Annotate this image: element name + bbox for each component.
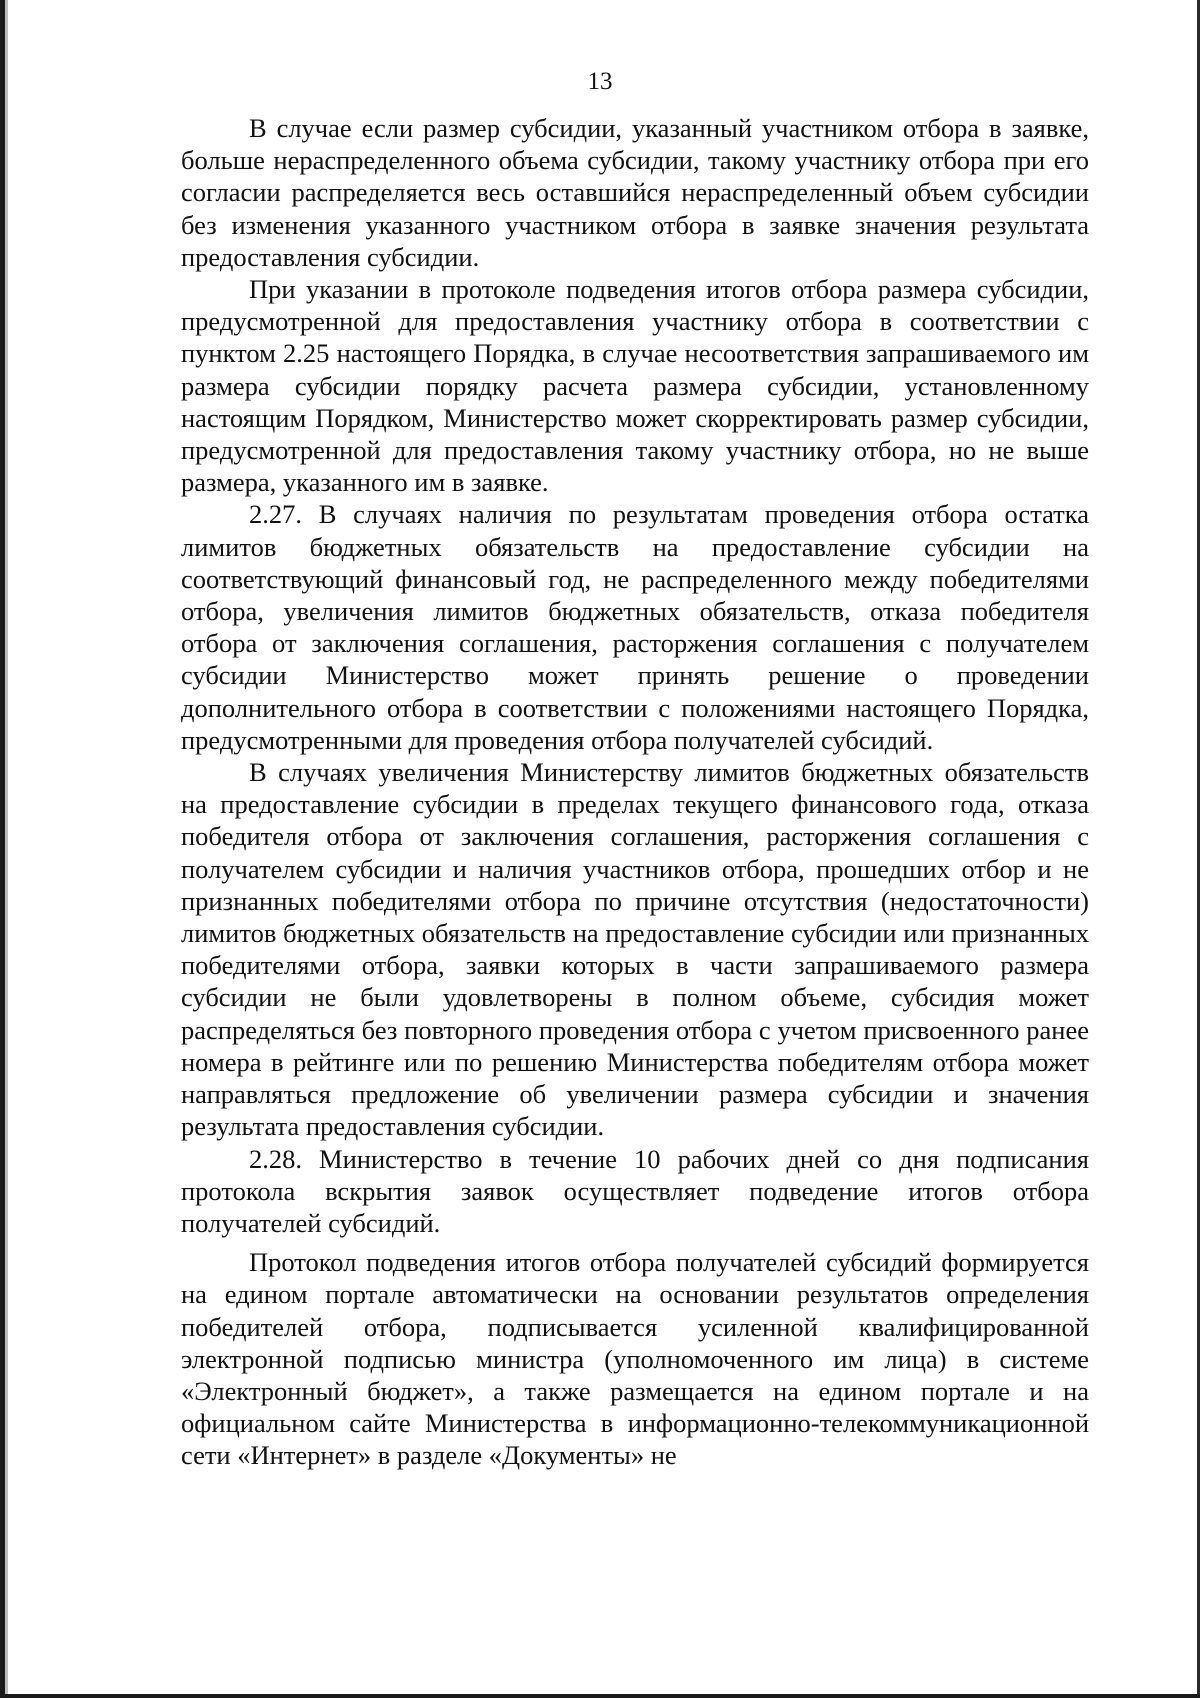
paragraph-2-28-summary: 2.28. Министерство в течение 10 рабочих дней со дня подписания протокола вскрытия заявок осуществляет подведение итогов отбора получателей субсидий. [181, 1143, 1089, 1238]
page-number: 13 [587, 68, 613, 95]
paragraph-2-27-additional-selection: 2.27. В случаях наличия по результатам проведения отбора остатка лимитов бюджетных обязательств на предоставление субсидии на соответствующий финансовый год, не распределенного между победителями отбора, увеличения лимитов бюджетных обязательств, отказа победителя отбора от заключения соглашения, расторжения соглашения с получателем субсидии Министерство может принять решение о проведении дополнительного отбора в соответствии с положениями настоящего Порядка, предусмотренными для проведения отбора получателей субсидий. [181, 499, 1089, 755]
scan-edge-bottom [0, 1694, 1200, 1698]
paragraph-subsidy-remainder: В случае если размер субсидии, указанный участником отбора в заявке, больше нераспределенного объема субсидии, такому участнику отбора при его согласии распределяется весь оставшийся нераспределенный объем субсидии без изменения указанного участником отбора в заявке значения результата предоставления субсидии. [181, 113, 1089, 272]
paragraph-limit-increase: В случаях увеличения Министерству лимитов бюджетных обязательств на предоставление субсидии в пределах текущего финансового года, отказа победителя отбора от заключения соглашения, расторжения соглашения с получателем субсидии и наличия участников отбора, прошедших отбор и не признанных победителями отбора по причине отсутствия (недостаточности) лимитов бюджетных обязательств на предоставление субсидии или признанных победителями отбора, заявки которых в части запрашиваемого размера субсидии не были удовлетворены в полном объеме, субсидия может распределяться без повторного проведения отбора с учетом присвоенного ранее номера в рейтинге или по решению Министерства победителям отбора может направляться предложение об увеличении размера субсидии и значения результата предоставления субсидии. [181, 757, 1089, 1142]
paragraph-protocol-correction: При указании в протоколе подведения итогов отбора размера субсидии, предусмотренной для предоставления участнику отбора в соответствии с пунктом 2.25 настоящего Порядка, в случае несоответствия запрашиваемого им размера субсидии порядку расчета размера субсидии, установленному настоящим Порядком, Министерство может скорректировать размер субсидии, предусмотренной для предоставления такому участнику отбора, но не выше размера, указанного им в заявке. [181, 274, 1089, 498]
paragraph-protocol-publication: Протокол подведения итогов отбора получателей субсидий формируется на едином портале автоматически на основании результатов определения победителей отбора, подписывается усиленной квалифицированной электронной подписью министра (уполномоченного им лица) в системе «Электронный бюджет», а также размещается на едином портале и на официальном сайте Министерства в информационно-телекоммуникационной сети «Интернет» в разделе «Документы» не [181, 1247, 1089, 1471]
scan-edge-left-shadow [5, 0, 8, 1698]
document-body [181, 112, 1089, 1472]
